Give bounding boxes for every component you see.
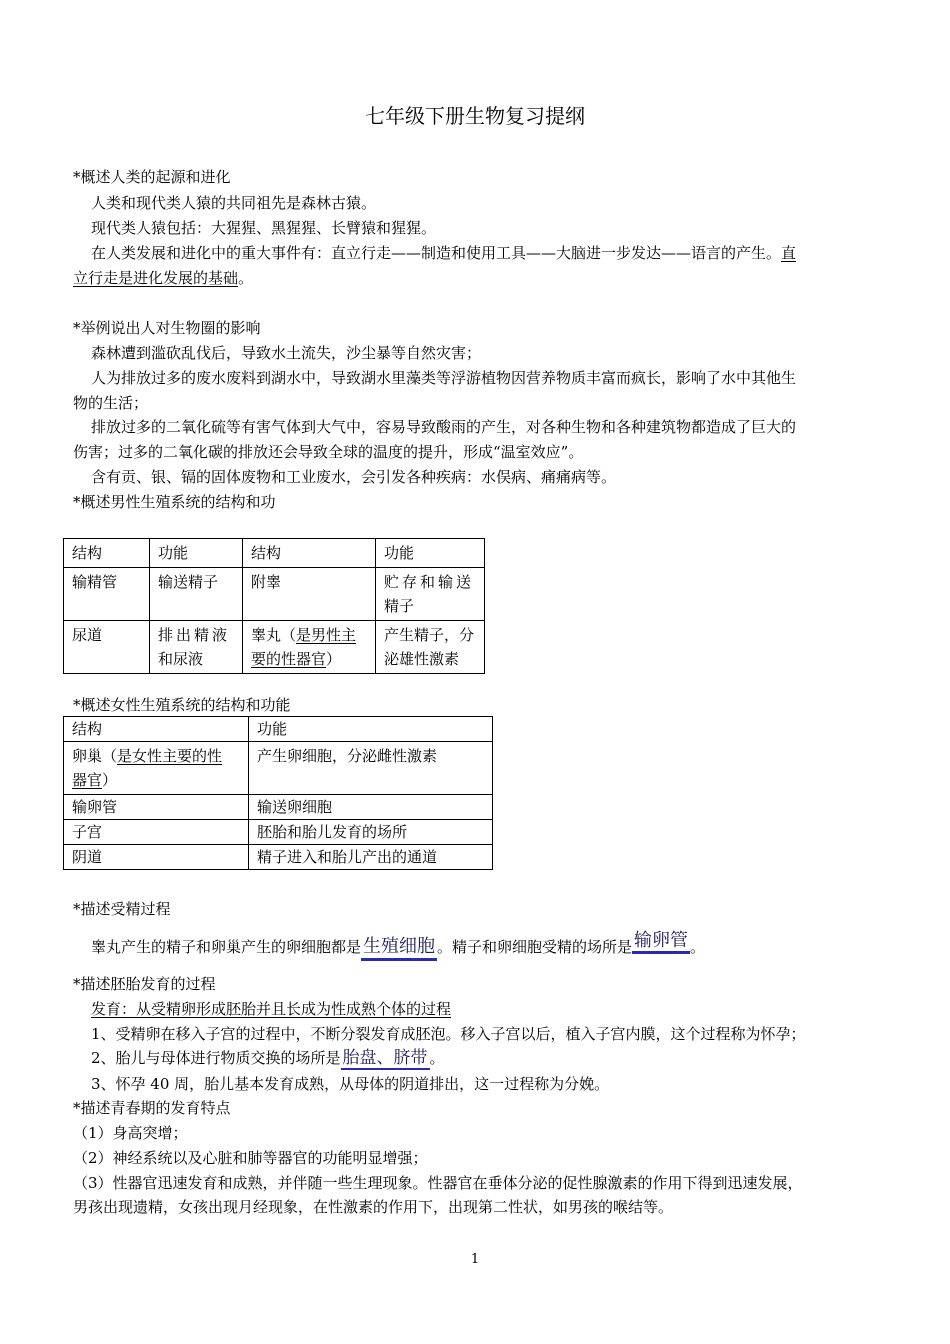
paragraph	[91, 999, 451, 1019]
cell-line	[251, 647, 367, 671]
cell-line	[251, 623, 367, 647]
text-run: ）	[326, 650, 342, 668]
text-run: 。	[238, 269, 254, 287]
paragraph	[91, 1047, 445, 1069]
paragraph: 人类和现代类人猿的共同祖先是森林古猿。	[91, 194, 377, 212]
table-cell: 输精管	[64, 568, 150, 621]
underlined-text: 器官	[72, 771, 103, 789]
paragraph: 物的生活；	[73, 394, 149, 412]
table-cell	[243, 621, 376, 674]
paragraph: 森林遭到滥砍乱伐后，导致水土流失，沙尘暴等自然灾害；	[91, 344, 482, 362]
table-cell: 输卵管	[64, 795, 249, 820]
section-heading-puberty: *描述青春期的发育特点	[73, 1099, 231, 1117]
section-heading-fertilization: *描述受精过程	[73, 900, 171, 918]
table-header-cell: 结构	[64, 717, 249, 742]
section-heading-impact: *举例说出人对生物圈的影响	[73, 319, 261, 337]
text-run: 2、胎儿与母体进行物质交换的场所是	[91, 1049, 341, 1067]
paragraph: 排放过多的二氧化硫等有害气体到大气中，容易导致酸雨的产生，对各种生物和各种建筑物都造成了巨大的	[91, 418, 797, 436]
table-row	[64, 845, 493, 870]
cell-line	[72, 744, 240, 768]
handwritten-answer: 胎盘、脐带	[342, 1048, 428, 1068]
text-run: 。精子和卵细胞受精的场所是	[437, 938, 633, 956]
table-cell: 尿道	[64, 621, 150, 674]
paragraph	[91, 930, 706, 958]
paragraph: 含有贡、银、镉的固体废物和工业废水，会引发各种疾病：水俣病、痛痛病等。	[91, 468, 617, 486]
text-run: 睾丸（	[251, 626, 297, 644]
table-header-cell: 结构	[243, 539, 376, 568]
text-run: 。	[429, 1049, 445, 1067]
table-header-cell: 功能	[376, 539, 485, 568]
table-cell	[376, 568, 485, 621]
paragraph: 伤害；过多的二氧化碳的排放还会导致全球的温度的提升，形成“温室效应”。	[73, 443, 584, 461]
paragraph: 1、受精卵在移入子宫的过程中，不断分裂发育成胚泡。移入子宫以后，植入子宫内膜，这个过程称为怀孕；	[91, 1025, 806, 1043]
table-header-cell: 结构	[64, 539, 150, 568]
paragraph: 现代类人猿包括：大猩猩、黑猩猩、长臂猿和猩猩。	[91, 219, 437, 237]
table-cell: 精子进入和胎儿产出的通道	[249, 845, 493, 870]
table-cell	[376, 621, 485, 674]
text-run: 卵巢（	[72, 747, 118, 765]
cell-line: 和尿液	[158, 650, 204, 668]
handwritten-answer: 生殖细胞	[361, 936, 437, 961]
page-title: 七年级下册生物复习提纲	[365, 104, 585, 128]
paragraph: （3）性器官迅速发育和成熟，并伴随一些生理现象。性器官在垂体分泌的促性腺激素的作用下得到迅速发展，	[73, 1174, 803, 1192]
table-row	[64, 568, 485, 621]
underlined-text: 是女性主要的性	[117, 747, 223, 765]
text-run: 。	[690, 938, 706, 956]
table-cell: 输送卵细胞	[249, 795, 493, 820]
section-heading-origin: *概述人类的起源和进化	[73, 168, 231, 186]
table-cell	[150, 621, 243, 674]
table-header-row	[64, 717, 493, 742]
underlined-text: 立行走是进化发展的基础	[73, 269, 239, 287]
table-cell: 阴道	[64, 845, 249, 870]
paragraph	[91, 243, 796, 263]
male-system-table	[63, 538, 485, 674]
table-row	[64, 742, 493, 795]
table-row	[64, 795, 493, 820]
text-run: 睾丸产生的精子和卵巢产生的卵细胞都是	[91, 938, 362, 956]
underlined-text: 是男性主	[296, 626, 357, 644]
paragraph: 3、怀孕 40 周，胎儿基本发育成熟，从母体的阴道排出，这一过程称为分娩。	[91, 1075, 610, 1093]
table-cell	[64, 742, 249, 795]
table-cell: 胚胎和胎儿发育的场所	[249, 820, 493, 845]
table-header-cell: 功能	[249, 717, 493, 742]
female-system-table	[63, 716, 493, 870]
table-cell: 输送精子	[150, 568, 243, 621]
underlined-text: 要的性器官	[251, 650, 327, 668]
paragraph	[73, 268, 253, 288]
paragraph: （2）神经系统以及心脏和肺等器官的功能明显增强；	[73, 1149, 428, 1167]
table-cell: 附睾	[243, 568, 376, 621]
table-header-cell: 功能	[150, 539, 243, 568]
cell-line: 贮存和输送	[384, 573, 475, 591]
underlined-text: 发育：从受精卵形成胚胎并且长成为性成熟个体的过程	[91, 1000, 452, 1018]
table-cell: 产生卵细胞，分泌雌性激素	[249, 742, 493, 795]
table-row	[64, 621, 485, 674]
underlined-text: 直	[781, 244, 797, 262]
cell-line: 排出精液	[158, 626, 231, 644]
table-header-row	[64, 539, 485, 568]
cell-line	[72, 768, 240, 792]
text-run: ）	[102, 771, 118, 789]
paragraph: （1）身高突增；	[73, 1124, 188, 1142]
section-heading-embryo: *描述胚胎发育的过程	[73, 975, 216, 993]
handwritten-answer: 输卵管	[632, 930, 690, 954]
table-cell: 子宫	[64, 820, 249, 845]
table-row	[64, 820, 493, 845]
cell-line: 泌雄性激素	[384, 650, 460, 668]
section-heading-female: *概述女性生殖系统的结构和功能	[73, 696, 291, 714]
page-number: 1	[470, 1252, 480, 1267]
section-heading-male: *概述男性生殖系统的结构和功	[73, 493, 276, 511]
text-run: 在人类发展和进化中的重大事件有：直立行走——制造和使用工具——大脑进一步发达——语言的产生。	[91, 244, 782, 262]
paragraph: 人为排放过多的废水废料到湖水中，导致湖水里藻类等浮游植物因营养物质丰富而疯长，影响了水中其他生	[91, 369, 797, 387]
cell-line: 产生精子，分	[384, 626, 475, 644]
paragraph: 男孩出现遗精，女孩出现月经现象，在性激素的作用下，出现第二性状，如男孩的喉结等。	[73, 1198, 674, 1216]
cell-line: 精子	[384, 597, 415, 615]
